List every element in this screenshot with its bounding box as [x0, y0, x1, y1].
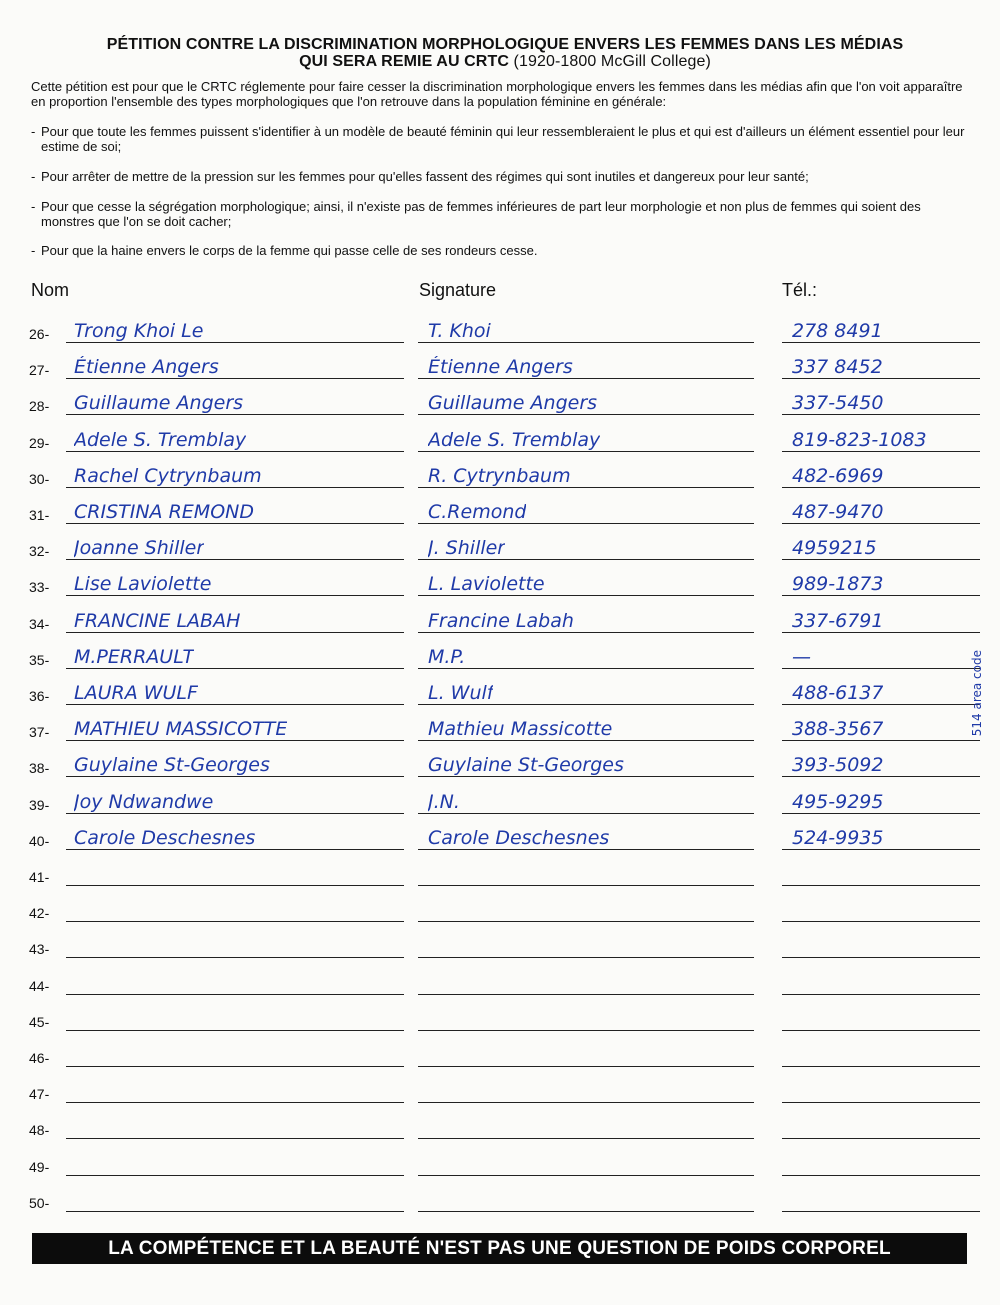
- row-number: 40-: [29, 833, 50, 849]
- row-number: 41-: [29, 869, 50, 885]
- row-number: 37-: [29, 724, 50, 740]
- name-entry: Carole Deschesnes: [74, 827, 256, 849]
- signature-row: [0, 905, 1000, 941]
- phone-entry: 4959215: [792, 537, 877, 559]
- name-entry: Guillaume Angers: [74, 392, 244, 414]
- name-entry: Étienne Angers: [74, 356, 219, 378]
- name-line: [66, 776, 404, 777]
- slogan-banner: LA COMPÉTENCE ET LA BEAUTÉ N'EST PAS UNE QUESTION DE POIDS CORPOREL: [32, 1233, 967, 1264]
- signature-entry: C.Remond: [428, 501, 527, 523]
- phone-line: [782, 668, 980, 669]
- row-number: 48-: [29, 1122, 50, 1138]
- name-line: [66, 668, 404, 669]
- row-number: 39-: [29, 797, 50, 813]
- signature-entry: Guylaine St-Georges: [428, 754, 624, 776]
- bullet-dash: -: [31, 124, 36, 139]
- signature-row: [0, 1050, 1000, 1086]
- name-entry: CRISTINA REMOND: [74, 501, 254, 523]
- name-line: [66, 1066, 404, 1067]
- name-entry: Guylaine St-Georges: [74, 754, 270, 776]
- phone-entry: 819-823-1083: [792, 429, 927, 451]
- signature-line: [418, 632, 754, 633]
- signature-row: [0, 1122, 1000, 1158]
- margin-note: 514 area code: [970, 650, 984, 737]
- phone-line: [782, 1102, 980, 1103]
- phone-line: [782, 632, 980, 633]
- row-number: 26-: [29, 326, 50, 342]
- row-number: 44-: [29, 978, 50, 994]
- phone-entry: 388-3567: [792, 718, 884, 740]
- name-entry: Joanne Shiller: [74, 537, 205, 559]
- signature-line: [418, 921, 754, 922]
- phone-line: [782, 849, 980, 850]
- bullet-item: [31, 243, 976, 258]
- column-header-phone: Tél.:: [782, 280, 818, 300]
- phone-entry: 337-5450: [792, 392, 884, 414]
- signature-entry: M.P.: [428, 646, 466, 668]
- signature-line: [418, 776, 754, 777]
- phone-line: [782, 957, 980, 958]
- phone-entry: 337 8452: [792, 356, 883, 378]
- row-number: 43-: [29, 941, 50, 957]
- row-number: 29-: [29, 435, 50, 451]
- name-line: [66, 813, 404, 814]
- signature-line: [418, 668, 754, 669]
- name-line: [66, 1102, 404, 1103]
- signature-line: [418, 813, 754, 814]
- name-line: [66, 885, 404, 886]
- row-number: 27-: [29, 362, 50, 378]
- signature-line: [418, 1102, 754, 1103]
- name-line: [66, 414, 404, 415]
- signature-row: [0, 1195, 1000, 1231]
- phone-line: [782, 1175, 980, 1176]
- signature-entry: J. Shiller: [428, 537, 506, 559]
- bullet-dash: -: [31, 243, 36, 258]
- signature-entry: Mathieu Massicotte: [428, 718, 613, 740]
- phone-line: [782, 523, 980, 524]
- petition-title-line1: PÉTITION CONTRE LA DISCRIMINATION MORPHOLOGIQUE ENVERS LES FEMMES DANS LES MÉDIAS: [106, 36, 904, 53]
- signature-line: [418, 957, 754, 958]
- row-number: 49-: [29, 1159, 50, 1175]
- phone-line: [782, 813, 980, 814]
- row-number: 32-: [29, 543, 50, 559]
- name-line: [66, 957, 404, 958]
- name-line: [66, 921, 404, 922]
- phone-line: [782, 595, 980, 596]
- signature-entry: Francine Labah: [428, 610, 574, 632]
- signature-line: [418, 595, 754, 596]
- phone-entry: 989-1873: [792, 573, 884, 595]
- phone-line: [782, 342, 980, 343]
- intro-paragraph: Cette pétition est pour que le CRTC réglemente pour faire cesser la discrimination morphologique envers les femmes dans les médias afin que l'on voit apparaître en proportion l'ensemble des types morphologiques que l'on retrouve dans la population féminine en générale:: [31, 79, 963, 109]
- row-number: 47-: [29, 1086, 50, 1102]
- signature-line: [418, 414, 754, 415]
- bullet-item: [31, 199, 976, 229]
- signature-line: [418, 342, 754, 343]
- name-line: [66, 994, 404, 995]
- row-number: 46-: [29, 1050, 50, 1066]
- phone-entry: 488-6137: [792, 682, 884, 704]
- name-entry: Trong Khoi Le: [74, 320, 204, 342]
- phone-line: [782, 704, 980, 705]
- name-line: [66, 1138, 404, 1139]
- signature-line: [418, 378, 754, 379]
- phone-line: [782, 1066, 980, 1067]
- signature-line: [418, 559, 754, 560]
- phone-entry: 278 8491: [792, 320, 883, 342]
- signature-row: [0, 1014, 1000, 1050]
- column-header-name: Nom: [31, 280, 70, 300]
- phone-line: [782, 1030, 980, 1031]
- row-number: 28-: [29, 398, 50, 414]
- signature-entry: T. Khoi: [428, 320, 491, 342]
- name-entry: Lise Laviolette: [74, 573, 212, 595]
- phone-entry: 482-6969: [792, 465, 884, 487]
- phone-entry: —: [792, 646, 811, 668]
- phone-entry: 495-9295: [792, 791, 884, 813]
- phone-entry: 337-6791: [792, 610, 884, 632]
- signature-line: [418, 1066, 754, 1067]
- phone-line: [782, 885, 980, 886]
- bullet-item: [31, 124, 976, 154]
- name-line: [66, 595, 404, 596]
- signature-row: [0, 1086, 1000, 1122]
- name-line: [66, 451, 404, 452]
- phone-line: [782, 378, 980, 379]
- signature-line: [418, 487, 754, 488]
- signature-entry: L. Laviolette: [428, 573, 545, 595]
- bullet-text: Pour arrêter de mettre de la pression sur les femmes pour qu'elles fassent des régimes qui sont inutiles et dangereux pour leur santé;: [41, 169, 809, 184]
- signature-line: [418, 1211, 754, 1212]
- name-line: [66, 849, 404, 850]
- name-entry: MATHIEU MASSICOTTE: [74, 718, 288, 740]
- name-entry: M.PERRAULT: [74, 646, 195, 668]
- signature-line: [418, 451, 754, 452]
- signature-entry: Étienne Angers: [428, 356, 573, 378]
- signature-line: [418, 740, 754, 741]
- signature-row: [0, 1159, 1000, 1195]
- phone-entry: 487-9470: [792, 501, 884, 523]
- signature-line: [418, 523, 754, 524]
- phone-line: [782, 559, 980, 560]
- signature-line: [418, 1030, 754, 1031]
- row-number: 33-: [29, 579, 50, 595]
- row-number: 30-: [29, 471, 50, 487]
- name-line: [66, 740, 404, 741]
- name-entry: LAURA WULF: [74, 682, 198, 704]
- title-address: (1920-1800 McGill College): [509, 53, 711, 70]
- row-number: 34-: [29, 616, 50, 632]
- column-header-signature: Signature: [419, 280, 497, 300]
- phone-line: [782, 487, 980, 488]
- phone-entry: 524-9935: [792, 827, 884, 849]
- bullet-text: Pour que toute les femmes puissent s'identifier à un modèle de beauté féminin qui leur ressembleraient le plus et qui est d'ailleurs un élément essentiel pour leur estime de soi;: [41, 124, 965, 154]
- name-line: [66, 342, 404, 343]
- name-line: [66, 1175, 404, 1176]
- title-recipient: QUI SERA REMIE AU CRTC: [299, 53, 509, 70]
- phone-line: [782, 776, 980, 777]
- signature-line: [418, 994, 754, 995]
- signature-entry: J.N.: [428, 791, 460, 813]
- signature-entry: Carole Deschesnes: [428, 827, 610, 849]
- name-entry: Rachel Cytrynbaum: [74, 465, 262, 487]
- name-entry: Joy Ndwandwe: [74, 791, 214, 813]
- phone-line: [782, 414, 980, 415]
- name-line: [66, 1211, 404, 1212]
- phone-line: [782, 1211, 980, 1212]
- signature-row: [0, 978, 1000, 1014]
- name-line: [66, 1030, 404, 1031]
- signature-line: [418, 885, 754, 886]
- phone-entry: 393-5092: [792, 754, 884, 776]
- bullet-text: Pour que cesse la ségrégation morphologique; ainsi, il n'existe pas de femmes inférieures de part leur morphologie et non plus de femmes qui soient des monstres que l'on se doit cacher;: [41, 199, 921, 229]
- bullet-dash: -: [31, 199, 36, 214]
- row-number: 50-: [29, 1195, 50, 1211]
- row-number: 42-: [29, 905, 50, 921]
- row-number: 36-: [29, 688, 50, 704]
- signature-entry: R. Cytrynbaum: [428, 465, 571, 487]
- phone-line: [782, 921, 980, 922]
- name-entry: FRANCINE LABAH: [74, 610, 241, 632]
- row-number: 31-: [29, 507, 50, 523]
- bullet-dash: -: [31, 169, 36, 184]
- bullet-text: Pour que la haine envers le corps de la femme qui passe celle de ses rondeurs cesse.: [41, 243, 538, 258]
- name-line: [66, 704, 404, 705]
- signature-row: [0, 827, 1000, 869]
- name-line: [66, 487, 404, 488]
- name-line: [66, 378, 404, 379]
- signature-row: [0, 941, 1000, 977]
- name-line: [66, 559, 404, 560]
- name-line: [66, 523, 404, 524]
- signature-line: [418, 1175, 754, 1176]
- row-number: 45-: [29, 1014, 50, 1030]
- signature-entry: Adele S. Tremblay: [428, 429, 601, 451]
- phone-line: [782, 740, 980, 741]
- phone-line: [782, 451, 980, 452]
- signature-line: [418, 849, 754, 850]
- signature-line: [418, 704, 754, 705]
- petition-title-line2: [30, 53, 980, 70]
- name-entry: Adele S. Tremblay: [74, 429, 247, 451]
- signature-entry: Guillaume Angers: [428, 392, 598, 414]
- signature-row: [0, 869, 1000, 905]
- phone-line: [782, 994, 980, 995]
- row-number: 38-: [29, 760, 50, 776]
- signature-entry: L. Wulf: [428, 682, 494, 704]
- row-number: 35-: [29, 652, 50, 668]
- name-line: [66, 632, 404, 633]
- signature-line: [418, 1138, 754, 1139]
- bullet-item: [31, 169, 976, 184]
- phone-line: [782, 1138, 980, 1139]
